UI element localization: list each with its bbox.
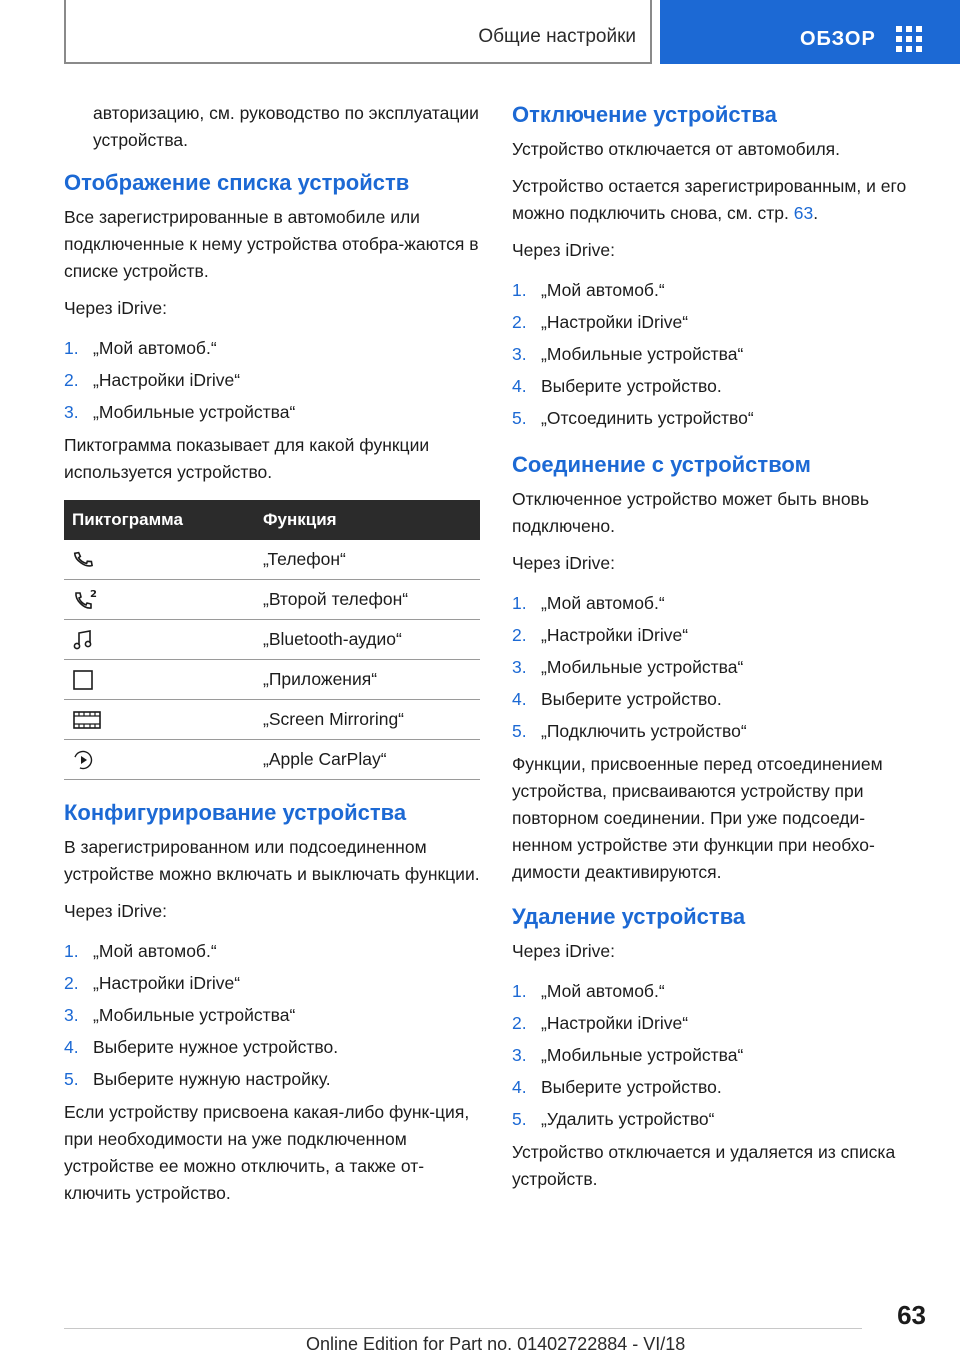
list-item: 3. „Мобильные устройства“ bbox=[64, 402, 296, 422]
heading-delete-device: Удаление устройства bbox=[512, 904, 746, 929]
table-header-row bbox=[64, 500, 480, 540]
list-item: 5. Выберите нужную настройку. bbox=[64, 1069, 331, 1089]
footer-divider bbox=[64, 1328, 862, 1329]
screen-mirroring-icon bbox=[72, 709, 102, 731]
device-list-via: Через iDrive: bbox=[64, 298, 167, 318]
function-cell: „Screen Mirroring“ bbox=[255, 700, 480, 740]
table-row bbox=[64, 700, 480, 740]
heading-device-list: Отображение списка устройств bbox=[64, 170, 410, 195]
disconnect-via: Через iDrive: bbox=[512, 240, 615, 260]
device-list-after: Пиктограмма показывает для какой функции используется устройство. bbox=[64, 435, 430, 482]
apps-square-icon bbox=[72, 669, 94, 691]
list-item: 3. „Мобильные устройства“ bbox=[64, 1005, 296, 1025]
list-item: 3. „Мобильные устройства“ bbox=[512, 657, 744, 677]
function-cell: „Второй телефон“ bbox=[255, 580, 480, 620]
music-note-icon bbox=[72, 629, 94, 651]
list-item: 4. Выберите устройство. bbox=[512, 376, 722, 396]
list-item: 2. „Настройки iDrive“ bbox=[512, 625, 689, 645]
configure-via: Через iDrive: bbox=[64, 901, 167, 921]
column-header-pictogram: Пиктограмма bbox=[64, 500, 255, 540]
overview-tab-label: ОБЗОР bbox=[800, 28, 876, 50]
disconnect-steps bbox=[512, 274, 922, 434]
list-item: 4. Выберите устройство. bbox=[512, 1077, 722, 1097]
intro-text: авторизацию, см. руководство по эксплуатации устройства. bbox=[93, 103, 479, 150]
column-header-function: Функция bbox=[255, 500, 480, 540]
connect-after: Функции, присвоенные перед отсоединением устройства, присваиваются устройству при повторном соединении. При уже подсоеди-ненном устройстве эти функции при необхо-димости деактивируются. bbox=[512, 754, 883, 882]
list-item: 1. „Мой автомоб.“ bbox=[64, 941, 217, 961]
delete-after: Устройство отключается и удаляется из списка устройств. bbox=[512, 1142, 896, 1189]
disconnect-text-2: Устройство остается зарегистрированным, и его можно подключить снова, см. стр. 63. bbox=[512, 176, 907, 223]
table-row bbox=[64, 540, 480, 580]
configure-after: Если устройству присвоена какая-либо функ-ция, при необходимости на уже подключенном устройстве ее можно отключить, а также от-ключить устройство. bbox=[64, 1102, 470, 1203]
phone-icon bbox=[72, 549, 94, 571]
list-item: 1. „Мой автомоб.“ bbox=[512, 593, 665, 613]
table-row bbox=[64, 580, 480, 620]
disconnect-text-1: Устройство отключается от автомобиля. bbox=[512, 139, 841, 159]
second-phone-icon bbox=[72, 588, 98, 612]
list-item: 5. „Подключить устройство“ bbox=[512, 721, 747, 741]
page-link[interactable]: 63 bbox=[793, 203, 814, 223]
function-cell: „Apple CarPlay“ bbox=[255, 740, 480, 780]
function-cell: „Bluetooth-аудио“ bbox=[255, 620, 480, 660]
carplay-play-icon bbox=[72, 749, 94, 771]
delete-steps bbox=[512, 975, 922, 1135]
header-section-frame bbox=[64, 0, 652, 64]
heading-disconnect-device: Отключение устройства bbox=[512, 102, 777, 127]
list-item: 3. „Мобильные устройства“ bbox=[512, 344, 744, 364]
list-item: 4. Выберите устройство. bbox=[512, 689, 722, 709]
heading-configure-device: Конфигурирование устройства bbox=[64, 800, 407, 825]
table-row bbox=[64, 740, 480, 780]
page-number: 63 bbox=[897, 1300, 926, 1330]
list-item: 5. „Удалить устройство“ bbox=[512, 1109, 715, 1129]
right-column bbox=[512, 100, 922, 1203]
overview-tab[interactable] bbox=[660, 0, 960, 64]
delete-via: Через iDrive: bbox=[512, 941, 615, 961]
list-item: 4. Выберите нужное устройство. bbox=[64, 1037, 339, 1057]
list-item: 1. „Мой автомоб.“ bbox=[64, 338, 217, 358]
list-item: 1. „Мой автомоб.“ bbox=[512, 280, 665, 300]
configure-steps bbox=[64, 935, 480, 1095]
grid-icon bbox=[896, 26, 922, 52]
footer-edition: Online Edition for Part no. 01402722884 - VI/18 bbox=[306, 1334, 686, 1354]
list-item: 2. „Настройки iDrive“ bbox=[512, 312, 689, 332]
svg-text:2: 2 bbox=[90, 588, 97, 600]
connect-via: Через iDrive: bbox=[512, 553, 615, 573]
connect-steps bbox=[512, 587, 922, 747]
table-row bbox=[64, 660, 480, 700]
connect-text: Отключенное устройство может быть вновь подключено. bbox=[512, 489, 869, 536]
list-item: 5. „Отсоединить устройство“ bbox=[512, 408, 754, 428]
function-cell: „Приложения“ bbox=[255, 660, 480, 700]
table-row bbox=[64, 620, 480, 660]
configure-text: В зарегистрированном или подсоединенном устройстве можно включать и выключать функции. bbox=[64, 837, 480, 884]
section-title: Общие настройки bbox=[478, 26, 636, 47]
list-item: 1. „Мой автомоб.“ bbox=[512, 981, 665, 1001]
list-item: 2. „Настройки iDrive“ bbox=[64, 370, 241, 390]
function-cell: „Телефон“ bbox=[255, 540, 480, 580]
list-item: 3. „Мобильные устройства“ bbox=[512, 1045, 744, 1065]
device-list-text: Все зарегистрированные в автомобиле или подключенные к нему устройства отобра-жаются в списке устройств. bbox=[64, 207, 479, 281]
list-item: 2. „Настройки iDrive“ bbox=[512, 1013, 689, 1033]
heading-connect-device: Соединение с устройством bbox=[512, 452, 811, 477]
pictogram-table bbox=[64, 500, 480, 780]
device-list-steps bbox=[64, 332, 480, 428]
left-column bbox=[64, 100, 480, 1217]
list-item: 2. „Настройки iDrive“ bbox=[64, 973, 241, 993]
